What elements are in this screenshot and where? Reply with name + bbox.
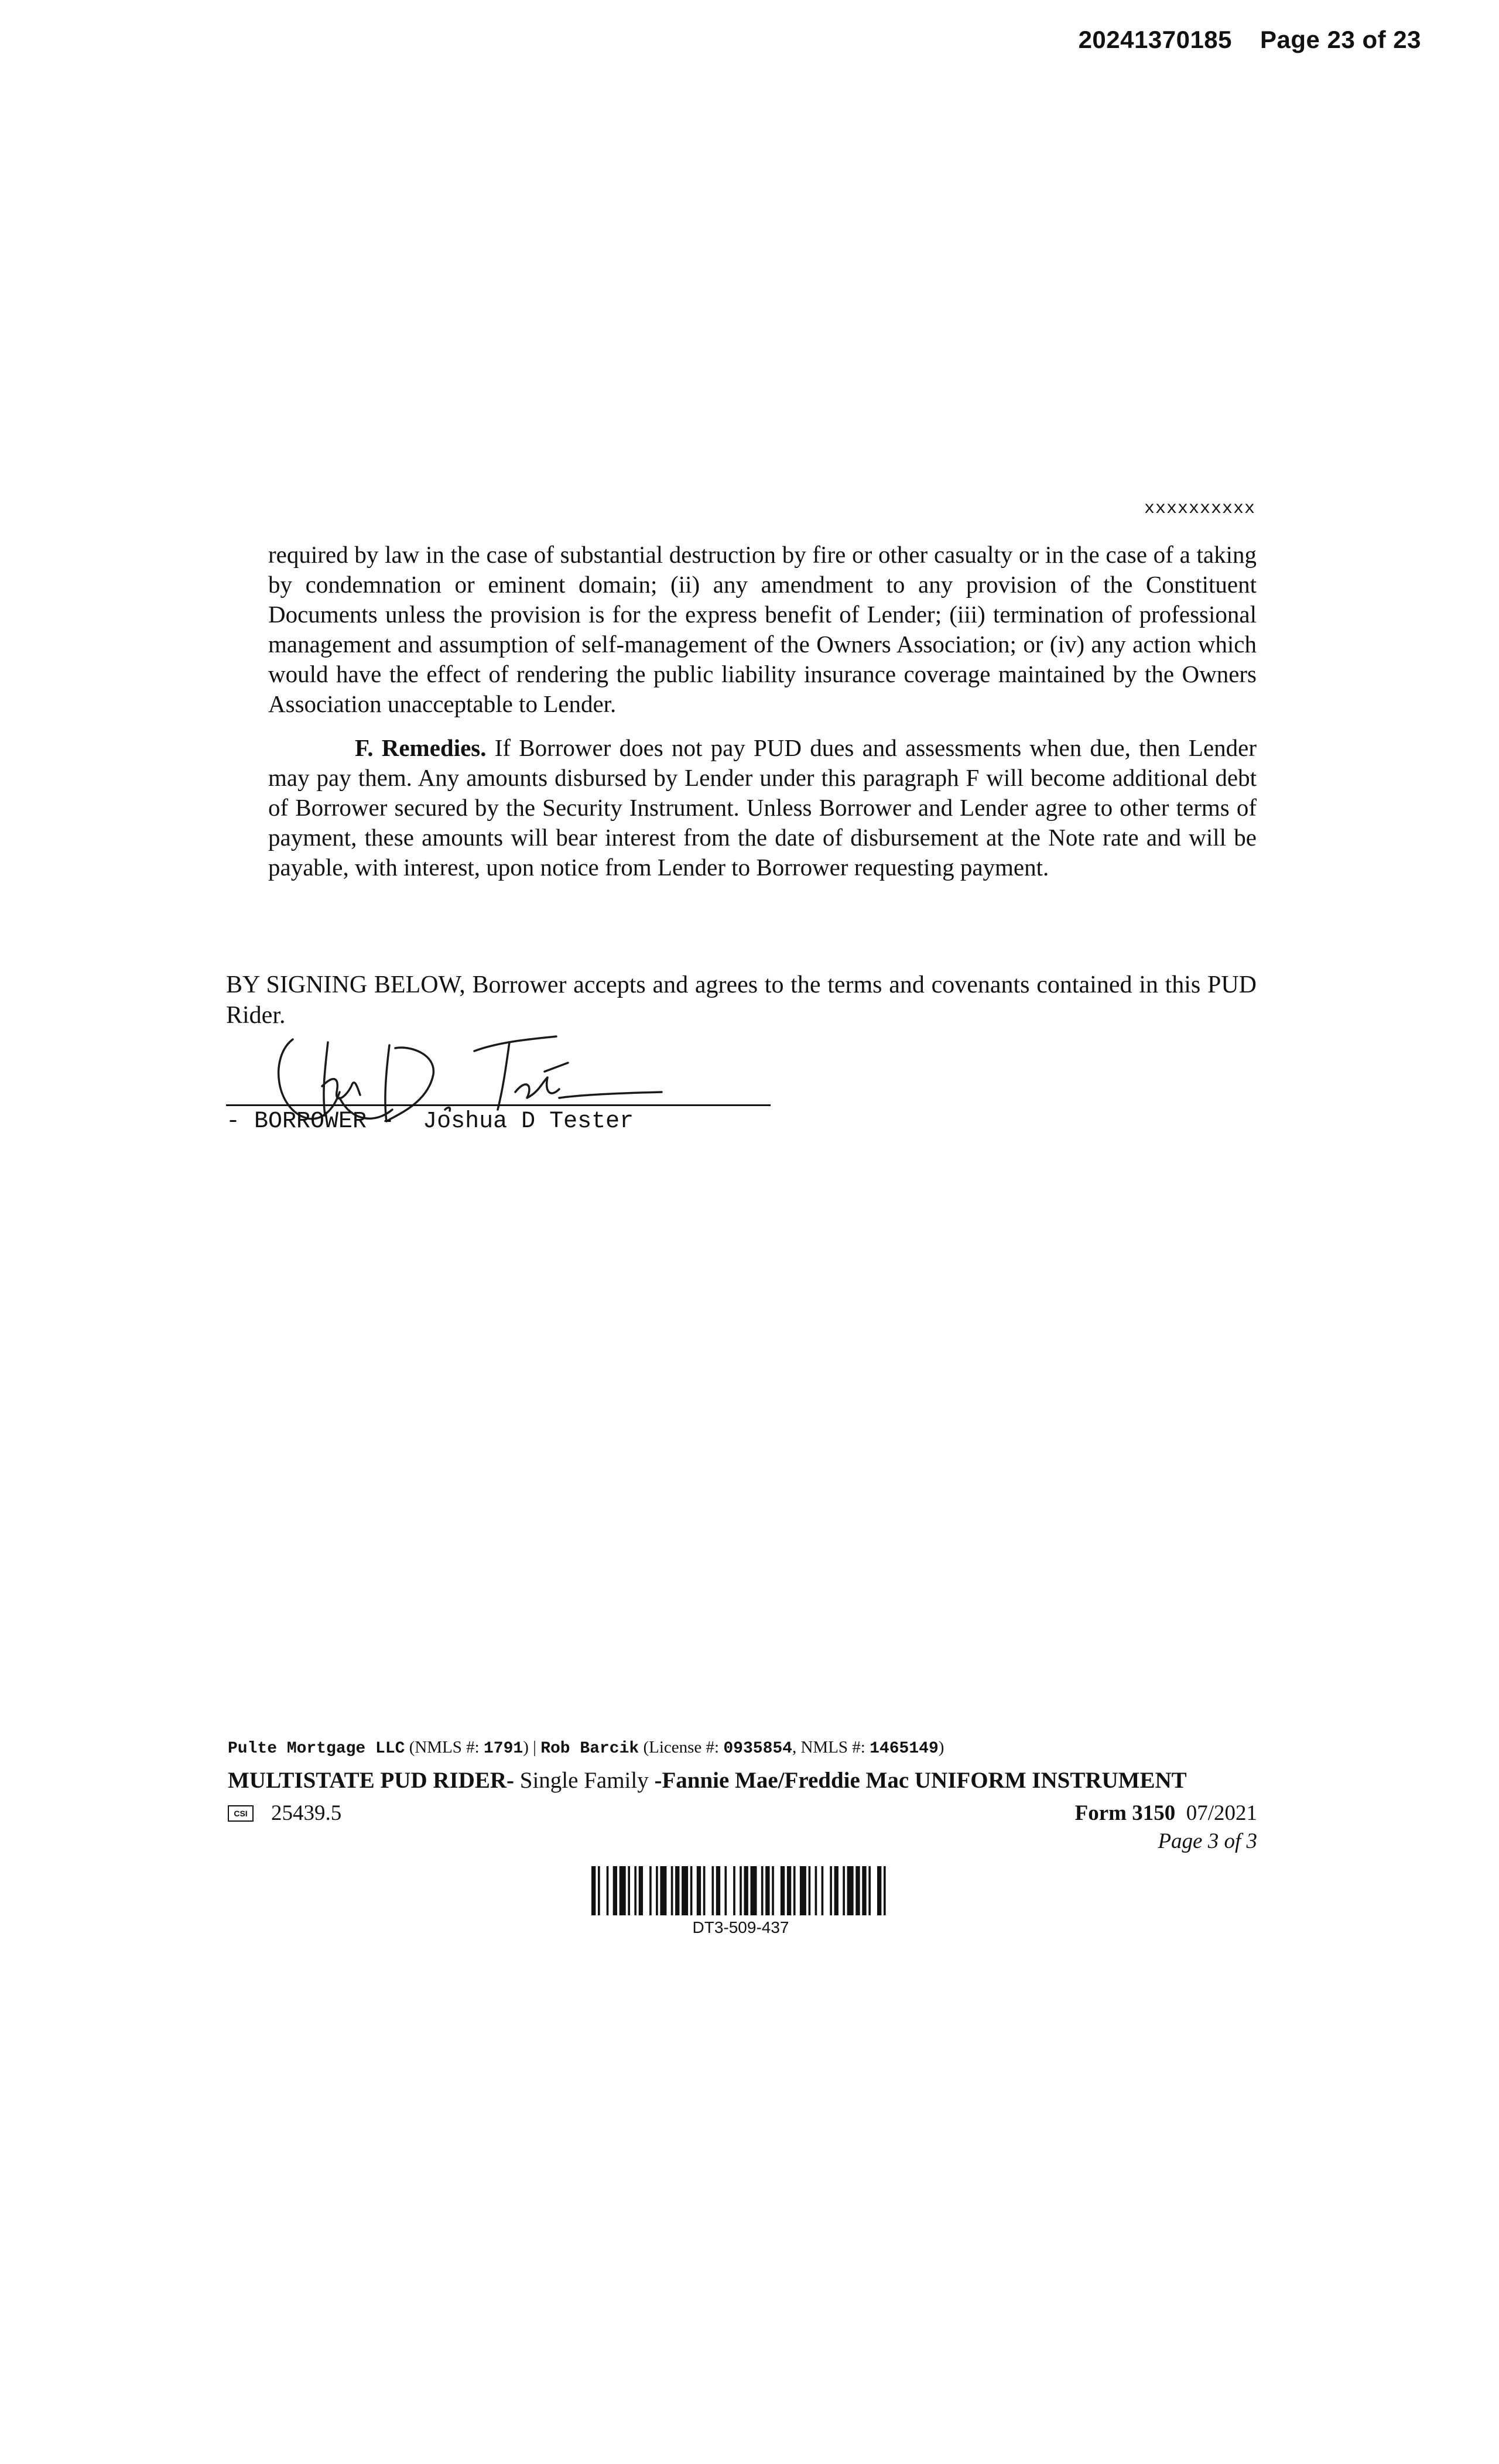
remedies-paragraph (268, 733, 1257, 882)
barcode-bar (834, 1866, 839, 1915)
barcode-bar (671, 1866, 673, 1915)
barcode-bar (716, 1866, 720, 1915)
form-title-part-3: -Fannie Mae/Freddie Mac UNIFORM INSTRUMENT (654, 1768, 1187, 1793)
body-paragraph: required by law in the case of substantial destruction by fire or other casualty or in the case of a taking by condemnation or eminent domain; (ii) any amendment to any provision of the Constituent Documents unless the provision is for the express benefit of Lender; (iii) termination of professional management and assumption of self-management of the Owners Association; or (iv) any action which would have the effect of rendering the public liability insurance coverage maintained by the Owners Association unacceptable to Lender. (268, 541, 1257, 717)
barcode-bar (703, 1866, 706, 1915)
form-number (1075, 1801, 1257, 1826)
form-title-part-1: MULTISTATE PUD RIDER- (228, 1768, 515, 1793)
barcode (591, 1866, 890, 1915)
barcode-bar (772, 1866, 774, 1915)
barcode-bar (733, 1866, 735, 1915)
barcode-bar (781, 1866, 785, 1915)
barcode-bar (884, 1866, 886, 1915)
form-title (228, 1767, 1258, 1794)
barcode-bar (591, 1866, 596, 1915)
barcode-bar (649, 1866, 652, 1915)
license-label: (License #: (639, 1738, 724, 1757)
barcode-bar (675, 1866, 679, 1915)
originator-nmls-number: 1465149 (870, 1740, 939, 1758)
barcode-bar (751, 1866, 757, 1915)
barcode-bar (711, 1866, 714, 1915)
barcode-bar (868, 1866, 871, 1915)
barcode-bar (765, 1866, 769, 1915)
barcode-bar (690, 1866, 693, 1915)
barcode-bar (607, 1866, 609, 1915)
form-code (228, 1801, 341, 1826)
barcode-bar (847, 1866, 854, 1915)
page-of-label: Page 3 of 3 (1158, 1829, 1257, 1853)
barcode-bar (862, 1866, 866, 1915)
form-code-number: 25439.5 (271, 1801, 342, 1825)
rider-body (268, 540, 1257, 882)
originator-nmls-label: , NMLS #: (792, 1738, 870, 1757)
barcode-bar (697, 1866, 701, 1915)
barcode-bar (724, 1866, 727, 1915)
barcode-bar (809, 1866, 811, 1915)
barcode-bar (598, 1866, 600, 1915)
barcode-bar (628, 1866, 630, 1915)
barcode-bar (634, 1866, 636, 1915)
barcode-bar (877, 1866, 881, 1915)
barcode-bar (613, 1866, 617, 1915)
barcode-bar (620, 1866, 626, 1915)
remedies-heading: F. Remedies. (355, 734, 487, 761)
barcode-bar (761, 1866, 764, 1915)
barcode-bar (793, 1866, 796, 1915)
barcode-bar (660, 1866, 666, 1915)
barcode-text: DT3-509-437 (692, 1918, 789, 1936)
originator-name: Rob Barcik (540, 1740, 639, 1758)
loan-reference: xxxxxxxxxx (1144, 499, 1255, 519)
lender-nmls-number: 1791 (484, 1740, 523, 1758)
barcode-bar (855, 1866, 860, 1915)
barcode-bar (815, 1866, 817, 1915)
form-date: 07/2021 (1186, 1801, 1257, 1825)
borrower-name: Joshua D Tester (423, 1108, 634, 1135)
lender-nmls-label: (NMLS #: (405, 1738, 484, 1757)
closing-paren: ) (938, 1738, 944, 1757)
license-number: 0935854 (723, 1740, 792, 1758)
signature-line (226, 1104, 771, 1106)
barcode-bar (830, 1866, 832, 1915)
document-number: 20241370185 (1078, 26, 1233, 53)
lender-name: Pulte Mortgage LLC (228, 1740, 405, 1758)
borrower-role-label: - BORROWER - (226, 1108, 395, 1135)
lender-info (228, 1738, 1258, 1758)
form-vendor-icon: CSI (228, 1805, 254, 1822)
form-label: Form 3150 (1074, 1801, 1176, 1825)
form-title-part-2: Single Family (514, 1768, 655, 1793)
signing-statement: BY SIGNING BELOW, Borrower accepts and agrees to the terms and covenants contained in this PUD Rider. (226, 971, 1257, 1029)
barcode-bar (744, 1866, 748, 1915)
barcode-bar (639, 1866, 643, 1915)
page-label: Page 23 of 23 (1260, 26, 1421, 53)
barcode-bar (656, 1866, 658, 1915)
document-stamp (1079, 26, 1421, 54)
barcode-bar (740, 1866, 742, 1915)
barcode-bar (843, 1866, 845, 1915)
barcode-bar (822, 1866, 824, 1915)
signer-row (226, 1108, 634, 1135)
barcode-bar (787, 1866, 791, 1915)
remedies-text: If Borrower does not pay PUD dues and assessments when due, then Lender may pay them. Any amounts disbursed by Lender under this paragraph F will become additional debt of Borrower secured by the Security Instrument. Unless Borrower and Lender agree to other terms of payment, these amounts will bear interest from the date of disbursement at the Note rate and will be payable, with interest, upon notice from Lender to Borrower requesting payment. (268, 734, 1257, 881)
barcode-bar (682, 1866, 688, 1915)
separator: ) | (523, 1738, 541, 1757)
barcode-bar (800, 1866, 806, 1915)
